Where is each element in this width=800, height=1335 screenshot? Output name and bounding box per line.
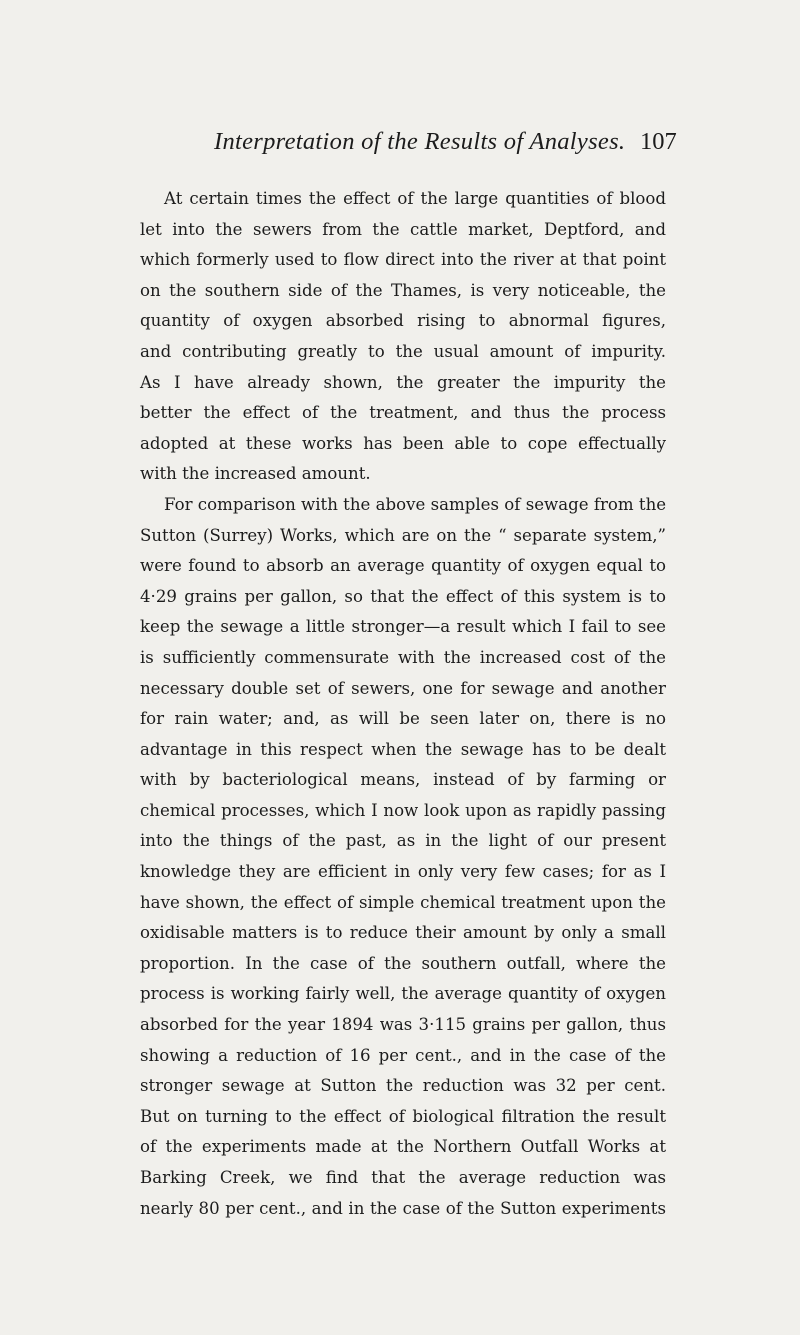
paragraph-2-line: necessary double set of sewers, one for sewage and another <box>140 678 666 698</box>
running-title: Interpretation of the Results of Analyses. <box>214 128 626 155</box>
paragraph-2-line: oxidisable matters is to reduce their amount by only a small <box>140 923 666 943</box>
paragraph-1-line: At certain times the effect of the large quantities of blood <box>164 189 666 208</box>
paragraph-2-line: for rain water; and, as will be seen later on, there is no <box>140 709 666 729</box>
page-header <box>0 128 800 162</box>
paragraph-2-line: nearly 80 per cent., and in the case of the Sutton experiments <box>140 1198 666 1218</box>
paragraph-2-line: of the experiments made at the Northern Outfall Works at <box>140 1137 666 1157</box>
paragraph-1-line: on the southern side of the Thames, is very noticeable, the <box>140 280 666 300</box>
paragraph-1-line: quantity of oxygen absorbed rising to abnormal figures, <box>140 311 666 331</box>
paragraph-2-line: is sufficiently commensurate with the increased cost of the <box>140 647 666 667</box>
paragraph-1-line: with the increased amount. <box>140 464 371 484</box>
paragraph-2-line: Barking Creek, we find that the average reduction was <box>140 1168 666 1187</box>
paragraph-2-line: Sutton (Surrey) Works, which are on the “ separate system,” <box>140 525 666 545</box>
paragraph-1-line: better the effect of the treatment, and thus the process <box>140 403 666 423</box>
paragraph-2-line: with by bacteriological means, instead of by farming or <box>140 770 666 790</box>
paragraph-1-line: As I have already shown, the greater the impurity the <box>140 372 666 392</box>
paragraph-1-line: adopted at these works has been able to cope effectually <box>140 433 666 453</box>
body-text <box>140 184 666 1224</box>
paragraph-1-line: let into the sewers from the cattle market, Deptford, and <box>140 219 666 239</box>
paragraph-2-line: chemical processes, which I now look upon as rapidly passing <box>140 800 666 820</box>
paragraph-2-line: For comparison with the above samples of sewage from the <box>164 494 667 514</box>
page-number: 107 <box>640 128 677 155</box>
paragraph-2-line: But on turning to the effect of biological filtration the result <box>140 1106 666 1126</box>
paragraph-2-line: showing a reduction of 16 per cent., and in the case of the <box>140 1045 666 1065</box>
paragraph-2-line: were found to absorb an average quantity of oxygen equal to <box>140 556 666 576</box>
paragraph-2-line: 4·29 grains per gallon, so that the effect of this system is to <box>140 586 666 606</box>
paragraph-2-line: keep the sewage a little stronger—a result which I fail to see <box>140 617 666 637</box>
paragraph-2-line: advantage in this respect when the sewage has to be dealt <box>140 739 666 759</box>
paragraph-2-line: stronger sewage at Sutton the reduction was 32 per cent. <box>140 1076 666 1096</box>
paragraph-2-line: absorbed for the year 1894 was 3·115 grains per gallon, thus <box>140 1015 666 1035</box>
paragraph-2-line: process is working fairly well, the average quantity of oxygen <box>140 984 666 1004</box>
paragraph-2-line: have shown, the effect of simple chemical treatment upon the <box>140 892 666 912</box>
paragraph-1-line: and contributing greatly to the usual amount of impurity. <box>140 341 666 361</box>
paragraph-1-line: which formerly used to flow direct into the river at that point <box>140 250 666 270</box>
paragraph-2-line: knowledge they are efficient in only very few cases; for as I <box>140 862 666 882</box>
paragraph-2-line: proportion. In the case of the southern outfall, where the <box>140 953 666 973</box>
paragraph-2-line: into the things of the past, as in the light of our present <box>140 831 666 851</box>
